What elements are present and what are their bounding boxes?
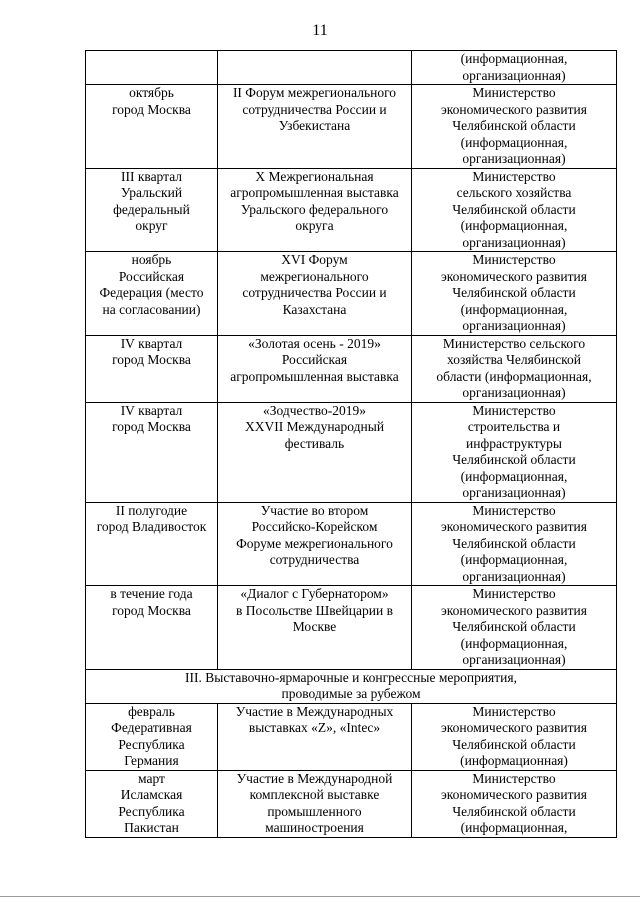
cell-event: «Зодчество-2019» XXVII Международный фестиваль: [218, 402, 412, 502]
section-heading-row: [86, 669, 617, 703]
cell-org: Министерство экономического развития Челябинской области (информационная,: [412, 770, 617, 837]
cell-org: Министерство экономического развития Челябинской области (информационная, организационная): [412, 85, 617, 169]
table-row: [86, 252, 617, 336]
cell-date: II полугодие город Владивосток: [86, 502, 218, 586]
table-row: [86, 335, 617, 402]
cell-event: XVI Форум межрегионального сотрудничества России и Казахстана: [218, 252, 412, 336]
cell-org: Министерство сельского хозяйства Челябинской области (информационная, организационная): [412, 168, 617, 252]
cell-event: Участие в Международных выставках «Z», «Intec»: [218, 703, 412, 770]
cell-org: Министерство экономического развития Челябинской области (информационная): [412, 703, 617, 770]
cell-event: «Диалог с Губернатором» в Посольстве Швейцарии в Москве: [218, 586, 412, 670]
cell-event: Участие во втором Российско-Корейском Форуме межрегионального сотрудничества: [218, 502, 412, 586]
table-row: [86, 85, 617, 169]
cell-org: Министерство экономического развития Челябинской области (информационная, организационная): [412, 252, 617, 336]
table-row: [86, 703, 617, 770]
cell-event: X Межрегиональная агропромышленная выставка Уральского федерального округа: [218, 168, 412, 252]
cell-event: Участие в Международной комплексной выставке промышленного машиностроения: [218, 770, 412, 837]
page-number: 11: [312, 22, 328, 39]
events-table: [85, 50, 617, 838]
page-bottom-rule: [0, 896, 640, 897]
table-row: [86, 770, 617, 837]
cell-org: (информационная, организационная): [412, 51, 617, 85]
cell-event: II Форум межрегионального сотрудничества России и Узбекистана: [218, 85, 412, 169]
table-row: [86, 51, 617, 85]
section-heading: III. Выставочно-ярмарочные и конгрессные мероприятия, проводимые за рубежом: [86, 669, 617, 703]
cell-org: Министерство экономического развития Челябинской области (информационная, организационная): [412, 586, 617, 670]
cell-event: «Золотая осень - 2019» Российская агропромышленная выставка: [218, 335, 412, 402]
cell-org: Министерство сельского хозяйства Челябинской области (информационная, организационная): [412, 335, 617, 402]
cell-date: октябрь город Москва: [86, 85, 218, 169]
events-table-body: [86, 51, 617, 838]
cell-date: ноябрь Российская Федерация (место на согласовании): [86, 252, 218, 336]
cell-date: в течение года город Москва: [86, 586, 218, 670]
cell-date: [86, 51, 218, 85]
table-row: [86, 402, 617, 502]
cell-org: Министерство экономического развития Челябинской области (информационная, организационная): [412, 502, 617, 586]
table-row: [86, 502, 617, 586]
table-row: [86, 586, 617, 670]
table-row: [86, 168, 617, 252]
cell-date: март Исламская Республика Пакистан: [86, 770, 218, 837]
cell-org: Министерство строительства и инфраструктуры Челябинской области (информационная, организационная): [412, 402, 617, 502]
cell-date: III квартал Уральский федеральный округ: [86, 168, 218, 252]
cell-date: IV квартал город Москва: [86, 402, 218, 502]
cell-date: февраль Федеративная Республика Германия: [86, 703, 218, 770]
cell-date: IV квартал город Москва: [86, 335, 218, 402]
cell-event: [218, 51, 412, 85]
